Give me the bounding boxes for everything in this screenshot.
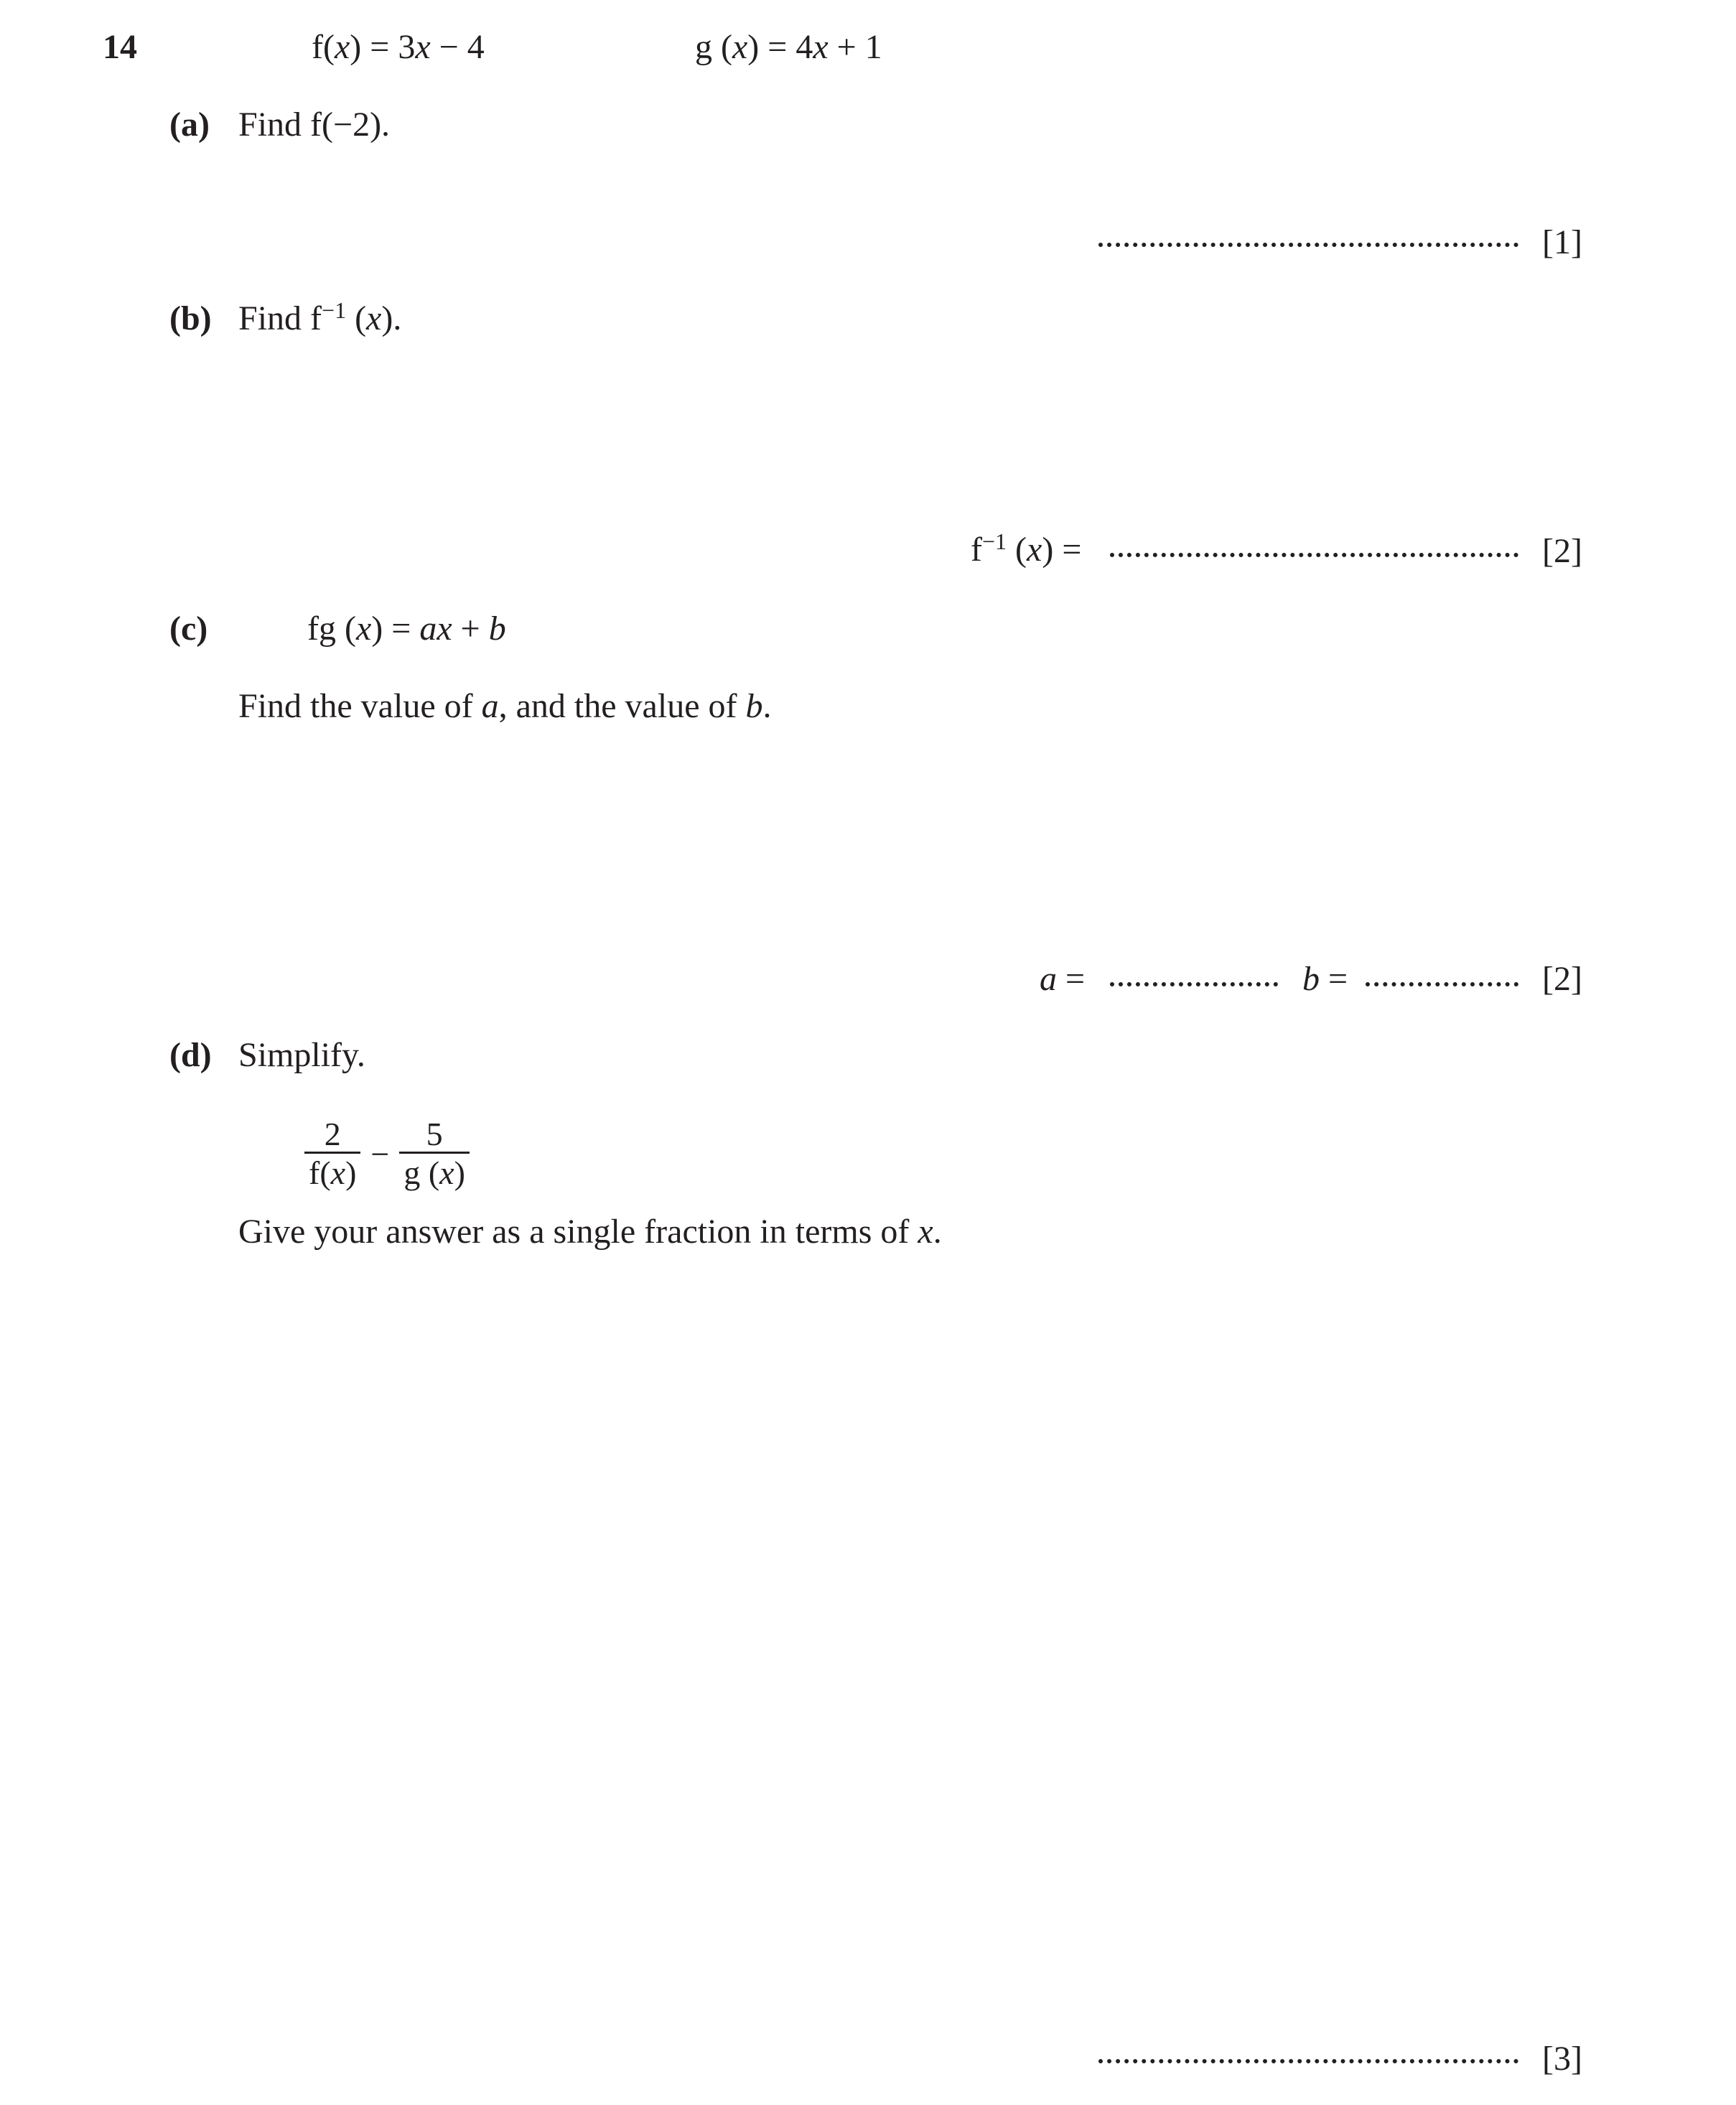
part-b-answer-line[interactable] — [1110, 553, 1518, 557]
part-d-instr-text: Give your answer as a single fraction in terms of — [238, 1213, 918, 1251]
part-b-answer-open: ( — [1007, 531, 1027, 569]
part-c-instr-b: b — [745, 687, 763, 725]
part-d-instr-end: . — [933, 1213, 942, 1251]
part-b-answer-prefix: f — [971, 531, 982, 569]
part-b-var: x — [366, 299, 382, 337]
part-c-instr-1: Find the value of — [238, 687, 482, 725]
g-def-prefix: g ( — [695, 28, 732, 66]
fraction-2-den-var: x — [439, 1154, 454, 1191]
fraction-2-den-close: ) — [454, 1154, 465, 1191]
part-b-open: ( — [346, 299, 367, 337]
fraction-1-den-close: ) — [345, 1154, 357, 1191]
part-c-eq-plus: + — [452, 610, 489, 648]
g-def-var: x — [732, 28, 748, 66]
part-c-eq-var: x — [355, 610, 372, 648]
part-c-eq-x: x — [437, 610, 452, 648]
part-c-eq-a: a — [419, 610, 437, 648]
part-b-sup: −1 — [322, 297, 347, 323]
part-c-b-answer-line[interactable] — [1366, 982, 1518, 986]
fraction-1-den-var: x — [330, 1154, 346, 1191]
fraction-2-over-fx — [304, 1117, 360, 1191]
part-d-text: Simplify. — [238, 1036, 365, 1074]
fraction-2-den-prefix: g ( — [403, 1154, 440, 1191]
fraction-2-denominator — [399, 1152, 470, 1191]
part-b-mark: [2] — [1542, 532, 1582, 570]
part-a-label: (a) — [169, 106, 210, 144]
part-c-instr-3: . — [762, 687, 772, 725]
g-definition — [695, 27, 882, 67]
part-d-answer-line[interactable] — [1098, 2059, 1518, 2063]
f-def-tail: − 4 — [430, 28, 485, 66]
fraction-1-denominator — [304, 1152, 360, 1191]
part-c-instruction — [238, 686, 771, 727]
question-number: 14 — [103, 28, 137, 66]
fraction-2-numerator: 5 — [426, 1116, 443, 1152]
g-def-rest: ) = 4 — [747, 28, 813, 66]
part-c-a-eq: = — [1057, 960, 1086, 998]
part-b-label: (b) — [169, 299, 212, 337]
part-a-mark: [1] — [1542, 223, 1582, 261]
part-a-answer-line[interactable] — [1098, 243, 1518, 247]
part-c-instr-2: , and the value of — [498, 687, 746, 725]
part-c-label: (c) — [169, 610, 208, 648]
fraction-1-den-prefix: f( — [309, 1154, 331, 1191]
part-b-text — [238, 299, 401, 339]
part-c-a-var: a — [1040, 960, 1057, 998]
part-c-eq-prefix: fg ( — [307, 610, 356, 648]
fraction-1-numerator: 2 — [324, 1116, 341, 1152]
part-b-close: ). — [381, 299, 402, 337]
part-b-answer-var: x — [1027, 531, 1042, 569]
part-c-b-label — [1302, 959, 1348, 999]
g-def-var2: x — [813, 28, 829, 66]
part-d-instr-var: x — [918, 1213, 933, 1251]
part-c-eq-mid: ) = — [371, 610, 420, 648]
part-b-answer-close: ) = — [1042, 531, 1082, 569]
f-definition — [312, 27, 485, 67]
part-d-expression — [304, 1117, 470, 1191]
f-def-var2: x — [415, 28, 431, 66]
minus-sign: − — [370, 1136, 390, 1172]
part-d-label: (d) — [169, 1036, 212, 1074]
part-d-mark: [3] — [1542, 2040, 1582, 2078]
part-a-text: Find f(−2). — [238, 106, 391, 144]
part-c-b-eq: = — [1320, 960, 1348, 998]
part-c-a-label — [1040, 959, 1085, 999]
fraction-5-over-gx — [399, 1117, 470, 1191]
part-c-a-answer-line[interactable] — [1110, 982, 1278, 986]
part-c-b-var: b — [1302, 960, 1320, 998]
part-b-answer-label — [971, 530, 1081, 570]
part-c-mark: [2] — [1542, 960, 1582, 998]
part-c-equation — [307, 609, 506, 649]
part-b-text-prefix: Find f — [238, 299, 322, 337]
f-def-var: x — [334, 28, 350, 66]
g-def-tail: + 1 — [828, 28, 882, 66]
part-b-answer-sup: −1 — [981, 528, 1007, 554]
part-c-eq-b: b — [488, 610, 506, 648]
part-c-instr-a: a — [481, 687, 499, 725]
part-d-instruction — [238, 1212, 942, 1252]
f-def-prefix: f( — [312, 28, 335, 66]
f-def-rest: ) = 3 — [350, 28, 416, 66]
